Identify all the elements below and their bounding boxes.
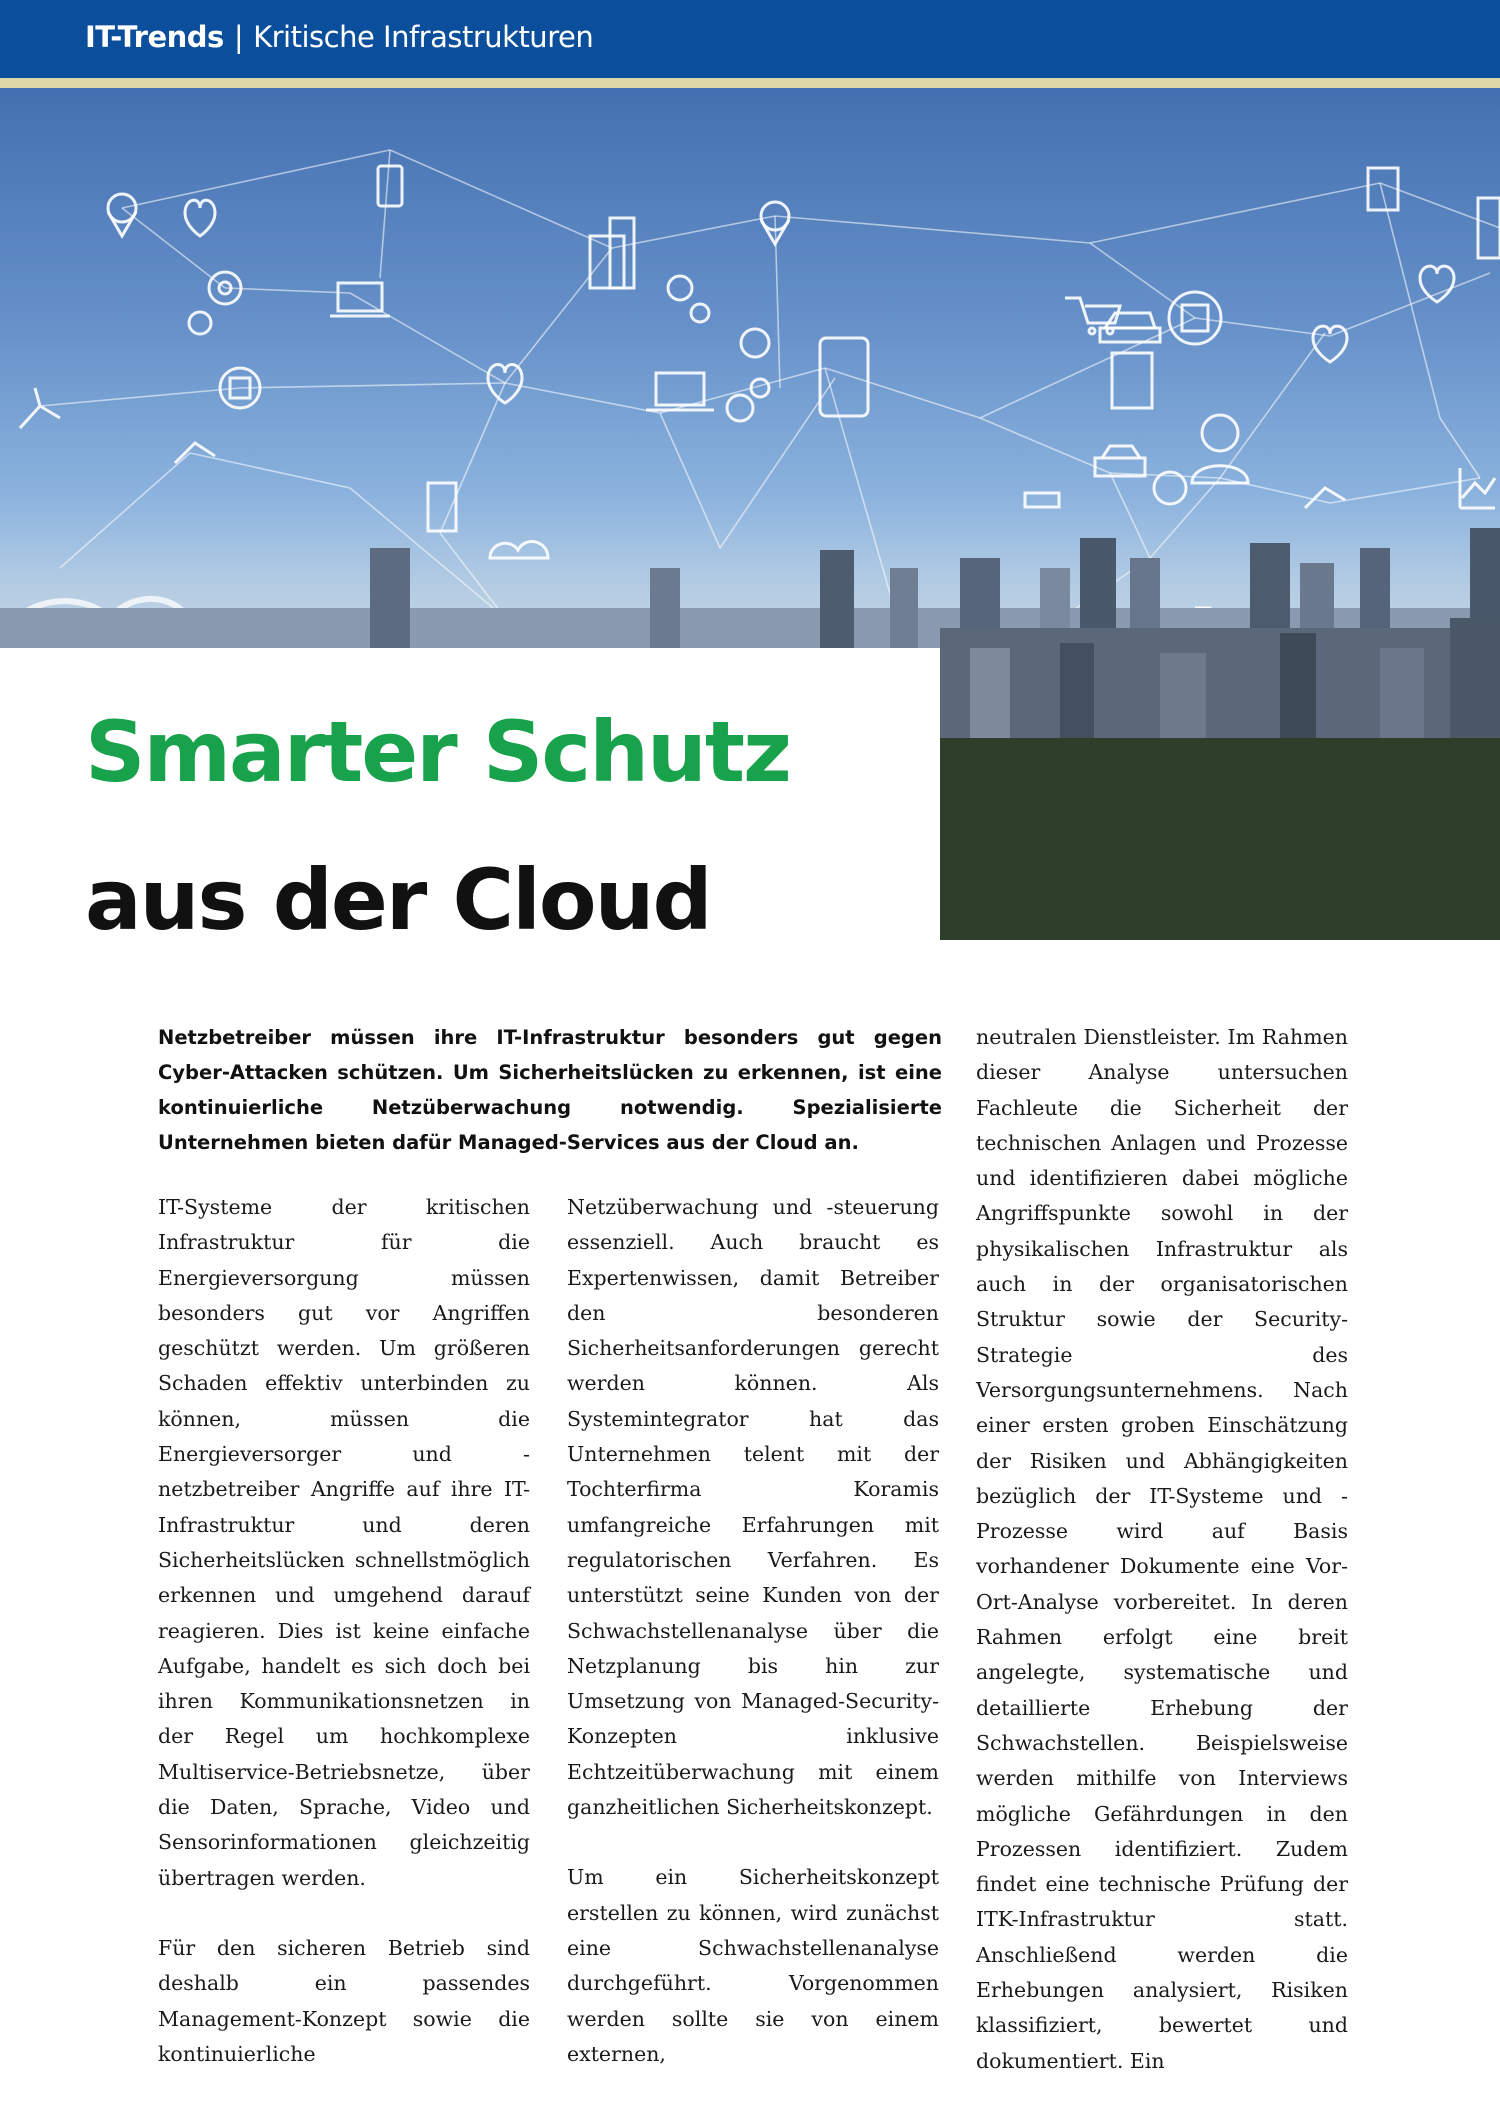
body-paragraph: IT-Systeme der kritischen Infrastruktur für die Energieversorgung müssen besonders gut vor Angriffen geschützt werden. Um größeren Schaden effektiv unterbinden zu können, müssen die Energieversorger und -netzbetreiber Angriffe auf ihre IT-Infrastruktur und deren Sicherheitslücken schnellstmöglich erkennen und umgehend darauf reagieren. Dies ist keine einfache Aufgabe, handelt es sich doch bei ihren Kommunikationsnetzen in der Regel um hochkomplexe Multiservice-Betriebsnetze, über die Daten, Sprache, Video und Sensorinformationen gleichzeitig übertragen werden. — [158, 1195, 530, 1890]
body-column-2 — [567, 1190, 939, 2107]
body-paragraph: neutralen Dienstleister. Im Rahmen dieser Analyse untersuchen Fachleute die Sicherheit der technischen Anlagen und Prozesse und identifizieren dabei mögliche Angriffspunkte sowohl in der physikalischen Infrastruktur als auch in der organisatorischen Struktur sowie der Security-Strategie des Versorgungsunternehmens. Nach einer ersten groben Einschätzung der Risiken und Abhängigkeiten bezüglich der IT-Systeme und -Prozesse wird auf Basis vorhandener Dokumente eine Vor-Ort-Analyse vorbereitet. In deren Rahmen erfolgt eine breit angelegte, systematische und detaillierte Erhebung der Schwachstellen. Beispielsweise werden mithilfe von Interviews mögliche Gefährdungen in den Prozessen identifiziert. Zudem findet eine technische Prüfung der ITK-Infrastruktur statt. Anschließend werden die Erhebungen analysiert, Risiken klassifiziert, bewertet und dokumentiert. Ein — [976, 1025, 1348, 2073]
heart-icon — [185, 200, 215, 236]
car-icon-2 — [1095, 446, 1145, 476]
gear-icon-2 — [668, 276, 769, 357]
gear-icon — [189, 272, 241, 334]
header-separator: | — [233, 20, 244, 54]
header-section: Kritische Infrastrukturen — [253, 20, 594, 54]
article-title-line2: aus der Cloud — [85, 851, 711, 949]
page-header-bar — [0, 0, 1500, 78]
running-header — [85, 20, 593, 54]
body-paragraph: Netzüberwachung und -steuerung essenziell. Auch braucht es Expertenwissen, damit Betreiber den besonderen Sicherheitsanforderungen gerecht werden können. Als Systemintegrator hat das Unternehmen telent mit der Tochterfirma Koramis umfangreiche Erfahrungen mit regulatorischen Verfahren. Es unterstützt seine Kunden von der Schwachstellenanalyse über die Netzplanung bis hin zur Umsetzung von Managed-Security-Konzepten inklusive Echtzeitüberwachung mit einem ganzheitlichen Sicherheitskonzept. — [567, 1195, 939, 1820]
body-column-1 — [158, 1190, 530, 2107]
user-icon — [1192, 415, 1248, 483]
body-paragraph: Für den sicheren Betrieb sind deshalb ein passendes Management-Konzept sowie die kontinuierliche — [158, 1935, 530, 2066]
body-column-3 — [976, 1020, 1348, 2114]
article-lead: Netzbetreiber müssen ihre IT-Infrastruktur besonders gut gegen Cyber-Attacken schützen. Um Sicherheitslücken zu erkennen, ist eine kontinuierliche Netzüberwachung notwendig. Spezialisierte Unternehmen bieten dafür Managed-Services aus der Cloud an. — [158, 1026, 942, 1154]
body-paragraph: Um ein Sicherheitskonzept erstellen zu können, wird zunächst eine Schwachstellenanalyse durchgeführt. Vorgenommen werden sollte sie von einem externen, — [567, 1865, 939, 2066]
article-title-line1: Smarter Schutz — [85, 703, 790, 801]
building-icon — [590, 218, 634, 288]
building-icon-4 — [1112, 353, 1152, 408]
laptop-icon-2 — [646, 373, 714, 410]
brain-chip-icon-3 — [1154, 472, 1186, 504]
car-icon-3 — [1025, 493, 1059, 507]
header-rule — [0, 78, 1500, 88]
heart-icon-4 — [1420, 266, 1454, 302]
cloud-icon — [490, 542, 548, 558]
header-category: IT-Trends — [85, 20, 224, 54]
smartphone-icon — [378, 166, 402, 206]
